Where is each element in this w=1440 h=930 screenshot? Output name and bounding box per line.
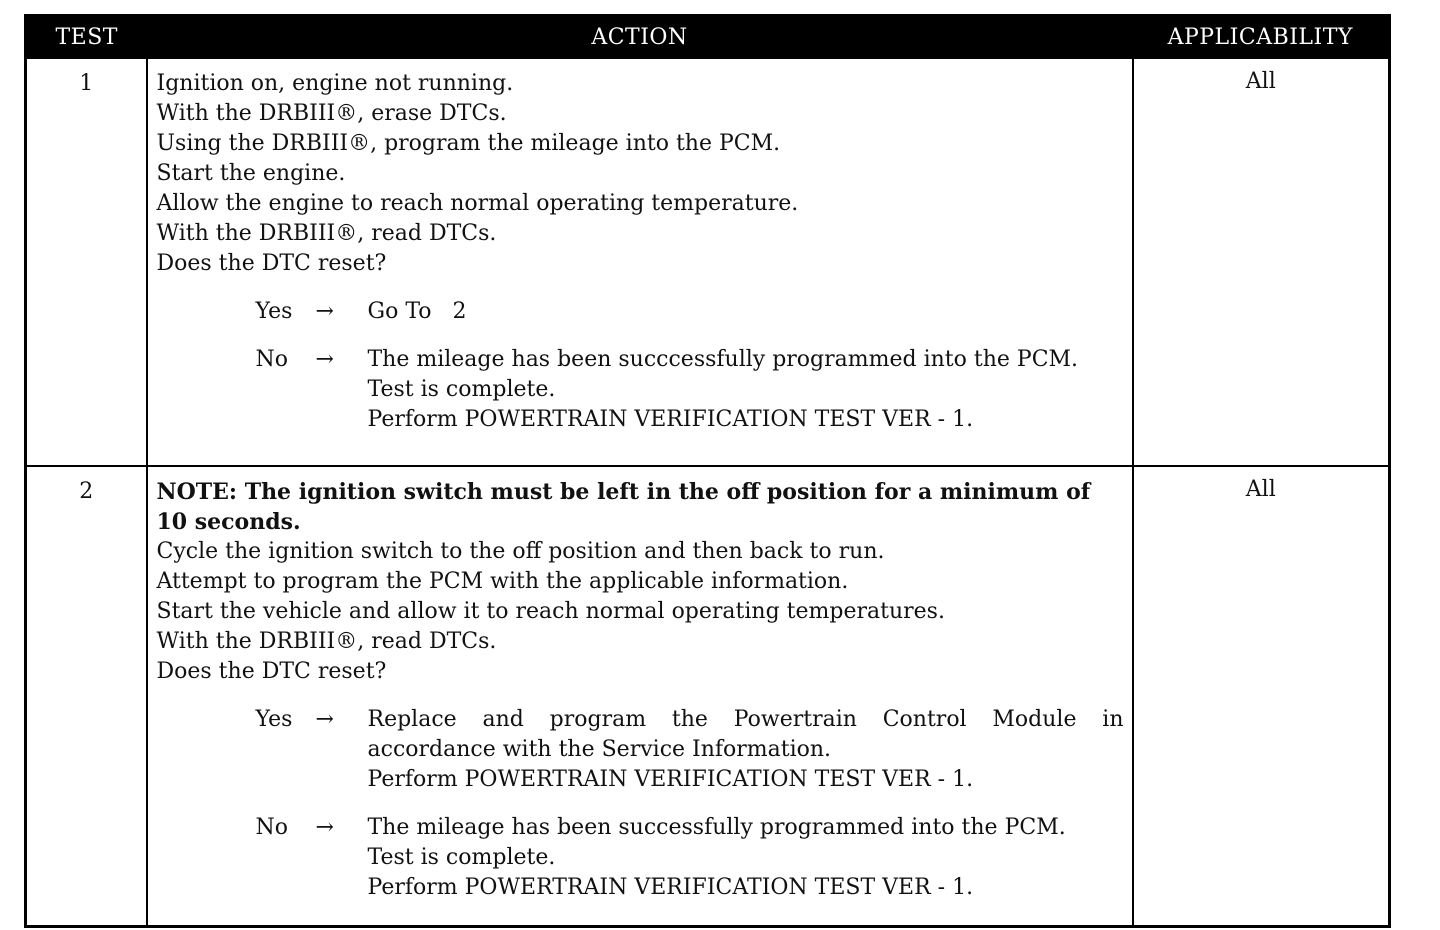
branch-label: No [255,815,288,840]
diagnostic-test-table [24,14,1391,928]
branch-label: Yes [255,707,293,732]
test-number: 2 [26,466,147,927]
test-number: 1 [26,58,147,466]
action-step: With the DRBIII®, read DTCs. [156,629,497,654]
branch-line: Perform POWERTRAIN VERIFICATION TEST VER - 1. [367,875,974,900]
branch-list [157,705,1124,903]
header-action: ACTION [147,16,1133,59]
action-step: Attempt to program the PCM with the applicable information. [156,569,849,594]
branch-line: Test is complete. [367,377,556,402]
arrow-right-icon: → [315,815,334,840]
header-applicability: APPLICABILITY [1133,16,1390,59]
action-step: Using the DRBIII®, program the mileage into the PCM. [156,131,781,156]
branch-label: Yes [255,299,293,324]
action-step: Start the vehicle and allow it to reach normal operating temperatures. [156,599,945,624]
action-cell [147,58,1133,466]
action-note: NOTE: The ignition switch must be left in the off position for a minimum of 10 seconds. [156,479,1091,535]
branch-no [157,813,1124,903]
branch-line: Replace and program the Powertrain Control Module in accordance with the Service Information. [367,707,1124,762]
action-step: Allow the engine to reach normal operating temperature. [156,191,799,216]
branch-line: Test is complete. [367,845,556,870]
branch-text [368,813,1124,903]
action-step: Does the DTC reset? [156,251,387,276]
arrow-right-icon: → [315,347,334,372]
applicability-value: All [1133,466,1390,927]
branch-line: Perform POWERTRAIN VERIFICATION TEST VER - 1. [367,407,974,432]
branch-yes [157,297,1124,327]
branch-line: Go To 2 [367,299,467,324]
branch-list [157,297,1124,435]
action-step: With the DRBIII®, read DTCs. [156,221,497,246]
branch-yes [157,705,1124,795]
table-row [26,58,1390,466]
branch-line: Perform POWERTRAIN VERIFICATION TEST VER - 1. [367,767,974,792]
branch-line: The mileage has been successfully programmed into the PCM. [367,815,1066,840]
branch-text [368,345,1124,435]
branch-no [157,345,1124,435]
action-step: Ignition on, engine not running. [156,71,514,96]
applicability-value: All [1133,58,1390,466]
arrow-right-icon: → [315,707,334,732]
action-step: Does the DTC reset? [156,659,387,684]
branch-label: No [255,347,288,372]
arrow-right-icon: → [315,299,334,324]
branch-text [368,297,1124,327]
table-row [26,466,1390,927]
branch-line: The mileage has been succcessfully programmed into the PCM. [367,347,1079,372]
action-step: Start the engine. [156,161,346,186]
branch-text [368,705,1124,795]
header-test: TEST [26,16,147,59]
action-step: With the DRBIII®, erase DTCs. [156,101,507,126]
table-header-row [26,16,1390,59]
action-cell [147,466,1133,927]
action-step: Cycle the ignition switch to the off position and then back to run. [156,539,885,564]
